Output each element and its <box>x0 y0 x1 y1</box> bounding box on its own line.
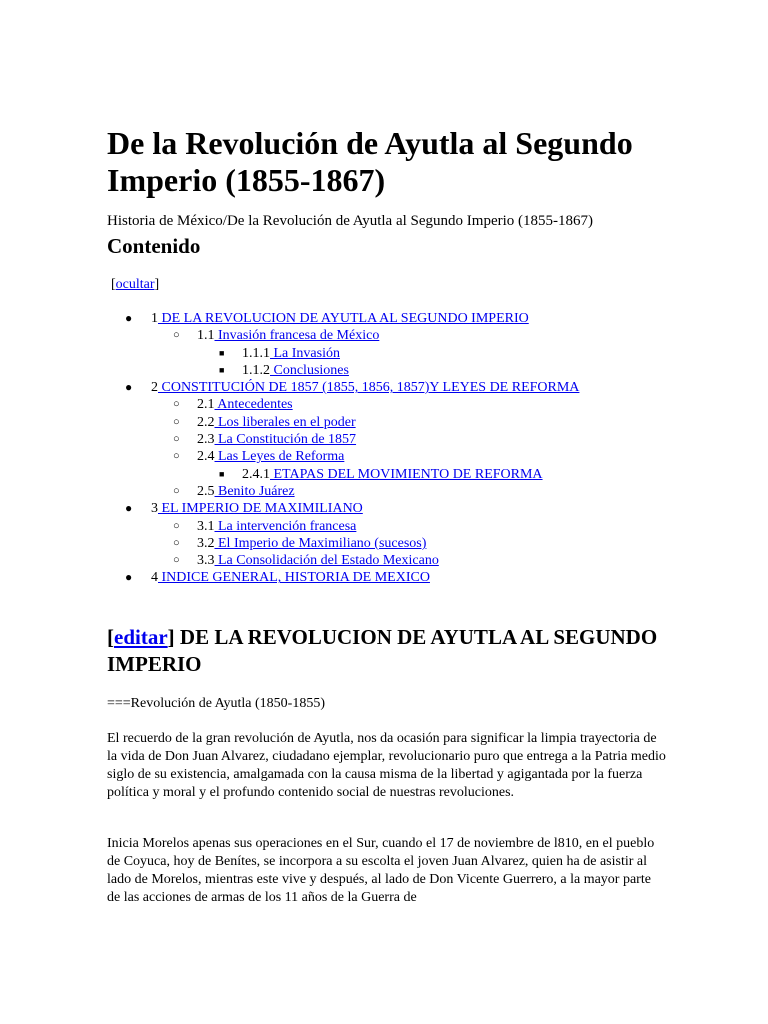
toc-link[interactable]: ETAPAS DEL MOVIMIENTO DE REFORMA <box>270 466 543 482</box>
toc-number: 3 <box>151 501 158 517</box>
bullet-circle-icon: ○ <box>173 329 180 342</box>
edit-close-bracket: ] <box>167 625 175 649</box>
toc-number: 3.1 <box>197 518 215 534</box>
toc-item <box>107 310 727 327</box>
toc-number: 1.1.2 <box>242 362 270 378</box>
bullet-disc-icon: ● <box>125 311 133 325</box>
toc-item <box>107 396 727 413</box>
bullet-disc-icon: ● <box>125 501 133 516</box>
toc-number: 2.1 <box>197 397 215 413</box>
toc-link[interactable]: El Imperio de Maximiliano (sucesos) <box>214 535 427 551</box>
bullet-square-icon: ■ <box>219 468 225 479</box>
contents-heading: Contenido <box>107 234 201 258</box>
section-heading <box>107 624 707 678</box>
bullet-circle-icon: ○ <box>173 484 180 497</box>
toc-number: 3.2 <box>197 535 215 551</box>
toc-item <box>107 552 727 569</box>
toc-link[interactable]: Benito Juárez <box>214 483 295 499</box>
toc-link[interactable]: La Consolidación del Estado Mexicano <box>214 553 439 569</box>
toc-link[interactable]: Conclusiones <box>270 362 349 378</box>
bullet-disc-icon: ● <box>125 380 133 395</box>
toc-item <box>107 448 727 465</box>
toc-link[interactable]: EL IMPERIO DE MAXIMILIANO <box>158 501 363 517</box>
bullet-circle-icon: ○ <box>173 398 180 411</box>
toc-item <box>107 345 727 362</box>
toc-number: 2.2 <box>197 414 215 430</box>
toc-number: 1 <box>151 311 158 326</box>
hide-toc-link[interactable]: ocultar <box>115 277 155 292</box>
toc-number: 1.1 <box>197 328 215 344</box>
bullet-square-icon: ■ <box>219 347 225 358</box>
bullet-circle-icon: ○ <box>173 536 180 549</box>
edit-section-link[interactable]: editar <box>114 625 168 649</box>
subheading-line: ===Revolución de Ayutla (1850-1855) <box>107 696 325 711</box>
edit-open-bracket: [ <box>107 625 114 649</box>
toc-item <box>107 327 727 344</box>
toc-link[interactable]: Antecedentes <box>214 397 293 413</box>
toc-link[interactable]: Las Leyes de Reforma <box>214 449 345 465</box>
toggle-close-bracket: ] <box>154 277 160 292</box>
toc-link[interactable]: La Constitución de 1857 <box>214 432 357 448</box>
table-of-contents <box>107 310 727 587</box>
bullet-circle-icon: ○ <box>173 450 180 463</box>
toc-number: 2.3 <box>197 432 215 448</box>
toggle-open-bracket: [ <box>111 277 116 292</box>
body-paragraph: El recuerdo de la gran revolución de Ayutla, nos da ocasión para significar la limpia trayectoria de la vida de Don Juan Alvarez, ciudadano ejemplar, revolucionario puro que entrega a la Patria medio siglo de su existencia, amalgamada con la causa misma de la libertad y agigantada por la fuerza política y moral y el profundo contenido social de nuestras revoluciones. <box>107 731 666 800</box>
toc-link[interactable]: La intervención francesa <box>214 518 357 534</box>
toc-item <box>107 431 727 448</box>
toc-item <box>107 535 727 552</box>
toc-link[interactable]: DE LA REVOLUCION DE AYUTLA AL SEGUNDO IMPERIO <box>158 311 529 326</box>
toc-number: 2.4.1 <box>242 466 270 482</box>
toc-item <box>107 466 727 483</box>
bullet-circle-icon: ○ <box>173 554 180 567</box>
toc-number: 4 <box>151 570 158 586</box>
toc-number: 3.3 <box>197 553 215 569</box>
bullet-circle-icon: ○ <box>173 415 180 428</box>
toc-link[interactable]: Invasión francesa de México <box>214 328 380 344</box>
bullet-circle-icon: ○ <box>173 433 180 446</box>
toc-toggle <box>111 275 159 295</box>
bullet-circle-icon: ○ <box>173 519 180 532</box>
toc-number: 2.5 <box>197 483 215 499</box>
toc-number: 1.1.1 <box>242 345 270 361</box>
body-paragraph: Inicia Morelos apenas sus operaciones en el Sur, cuando el 17 de noviembre de l810, en el pueblo de Coyuca, hoy de Benítes, se incorpora a su escolta el joven Juan Alvarez, quien ha de asistir al lado de Morelos, mientras este vive y después, al lado de Don Vicente Guerrero, a la mayor parte de las acciones de armas de los 11 años de la Guerra de <box>107 836 655 905</box>
toc-item <box>107 483 727 500</box>
toc-link[interactable]: INDICE GENERAL, HISTORIA DE MEXICO <box>158 570 430 586</box>
toc-item <box>107 379 727 396</box>
toc-link[interactable]: CONSTITUCIÓN DE 1857 (1855, 1856, 1857)Y LEYES DE REFORMA <box>158 380 580 396</box>
page-subtitle: Historia de México/De la Revolución de Ayutla al Segundo Imperio (1855-1867) <box>107 213 594 229</box>
section-heading-text: DE LA REVOLUCION DE AYUTLA AL SEGUNDO IMPERIO <box>107 625 658 676</box>
toc-number: 2 <box>151 380 158 396</box>
toc-item <box>107 414 727 431</box>
toc-item <box>107 518 727 535</box>
toc-link[interactable]: La Invasión <box>270 345 340 361</box>
toc-number: 2.4 <box>197 449 215 465</box>
bullet-disc-icon: ● <box>125 570 133 585</box>
page-title: De la Revolución de Ayutla al Segundo Imperio (1855-1867) <box>107 125 633 198</box>
toc-item <box>107 500 727 517</box>
toc-item <box>107 569 727 586</box>
toc-link[interactable]: Los liberales en el poder <box>214 414 356 430</box>
toc-item <box>107 362 727 379</box>
bullet-square-icon: ■ <box>219 364 225 375</box>
